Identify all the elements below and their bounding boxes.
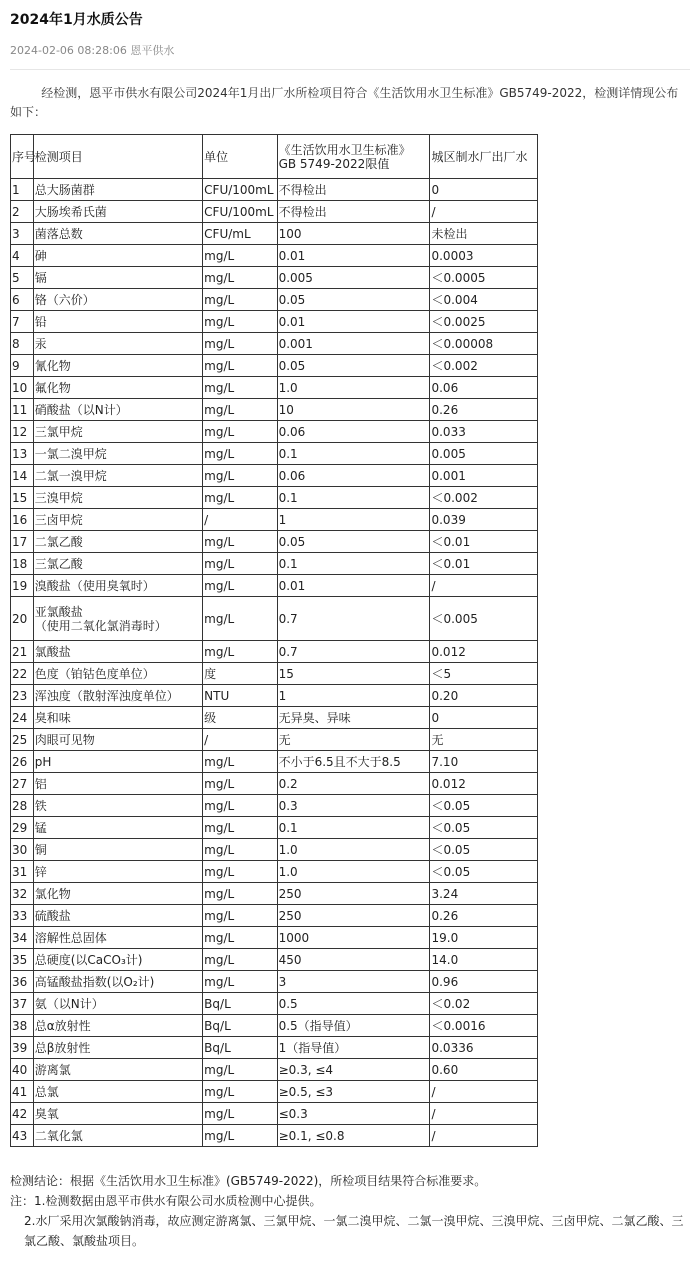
note-1: 注：1.检测数据由恩平市供水有限公司水质检测中心提供。 (10, 1194, 322, 1208)
cell-limit: ≥0.5, ≤3 (277, 1081, 430, 1103)
cell-result: 3.24 (430, 883, 538, 905)
cell-result: ＜0.005 (430, 597, 538, 641)
cell-unit: CFU/100mL (203, 179, 277, 201)
note-2: 2.水厂采用次氯酸钠消毒，故应测定游离氯、三氯甲烷、一氯二溴甲烷、二氯一溴甲烷、三溴甲烷、三卤甲烷、二氯乙酸、三氯乙酸、氯酸盐项目。 (24, 1214, 684, 1248)
table-row (11, 971, 538, 993)
cell-no: 35 (11, 949, 34, 971)
cell-no: 2 (11, 201, 34, 223)
cell-result: / (430, 575, 538, 597)
cell-item: 溴酸盐（使用臭氧时） (33, 575, 202, 597)
cell-item: 总氯 (33, 1081, 202, 1103)
cell-result: ＜0.00008 (430, 333, 538, 355)
cell-no: 37 (11, 993, 34, 1015)
cell-limit: 0.7 (277, 597, 430, 641)
table-row (11, 245, 538, 267)
cell-item: 总大肠菌群 (33, 179, 202, 201)
cell-item: 溶解性总固体 (33, 927, 202, 949)
cell-unit: mg/L (203, 641, 277, 663)
cell-limit: ≥0.1, ≤0.8 (277, 1125, 430, 1147)
cell-unit: mg/L (203, 245, 277, 267)
table-row (11, 685, 538, 707)
cell-item: 三氯乙酸 (33, 553, 202, 575)
cell-unit: NTU (203, 685, 277, 707)
table-row (11, 201, 538, 223)
header-unit: 单位 (203, 135, 277, 179)
cell-no: 4 (11, 245, 34, 267)
table-row (11, 641, 538, 663)
cell-result: 0.012 (430, 641, 538, 663)
cell-result: 0.0336 (430, 1037, 538, 1059)
cell-no: 30 (11, 839, 34, 861)
header-limit-line2: GB 5749-2022限值 (278, 156, 390, 171)
cell-limit: 0.2 (277, 773, 430, 795)
cell-unit: mg/L (203, 597, 277, 641)
table-row (11, 707, 538, 729)
table-row (11, 1037, 538, 1059)
cell-result: 0 (430, 707, 538, 729)
cell-item: 三溴甲烷 (33, 487, 202, 509)
table-row (11, 421, 538, 443)
cell-result: 0.26 (430, 905, 538, 927)
cell-unit: mg/L (203, 971, 277, 993)
cell-result: 0.60 (430, 1059, 538, 1081)
cell-no: 17 (11, 531, 34, 553)
table-row (11, 487, 538, 509)
cell-result: 14.0 (430, 949, 538, 971)
cell-item: 游离氯 (33, 1059, 202, 1081)
cell-result: 未检出 (430, 223, 538, 245)
cell-item: 总α放射性 (33, 1015, 202, 1037)
cell-no: 20 (11, 597, 34, 641)
cell-limit: 1 (277, 509, 430, 531)
cell-limit: 15 (277, 663, 430, 685)
cell-limit: 0.05 (277, 531, 430, 553)
cell-unit: Bq/L (203, 993, 277, 1015)
cell-limit: 0.01 (277, 575, 430, 597)
table-row (11, 663, 538, 685)
cell-no: 18 (11, 553, 34, 575)
cell-unit: 级 (203, 707, 277, 729)
cell-result: ＜0.0025 (430, 311, 538, 333)
cell-item: 高锰酸盐指数(以O₂计) (33, 971, 202, 993)
cell-result: 0.96 (430, 971, 538, 993)
cell-no: 42 (11, 1103, 34, 1125)
cell-limit: 0.5（指导值） (277, 1015, 430, 1037)
cell-item: 氯酸盐 (33, 641, 202, 663)
table-row (11, 289, 538, 311)
cell-limit: 0.001 (277, 333, 430, 355)
header-no: 序号 (11, 135, 34, 179)
cell-item: 三氯甲烷 (33, 421, 202, 443)
table-row (11, 839, 538, 861)
cell-item: 硫酸盐 (33, 905, 202, 927)
cell-unit: mg/L (203, 443, 277, 465)
cell-no: 25 (11, 729, 34, 751)
table-row (11, 905, 538, 927)
table-row (11, 575, 538, 597)
table-row (11, 443, 538, 465)
table-row (11, 179, 538, 201)
cell-no: 24 (11, 707, 34, 729)
cell-item-line1: 亚氯酸盐 (34, 604, 83, 619)
table-row (11, 883, 538, 905)
header-result: 城区制水厂出厂水 (430, 135, 538, 179)
cell-no: 13 (11, 443, 34, 465)
cell-no: 3 (11, 223, 34, 245)
cell-result: ＜0.02 (430, 993, 538, 1015)
cell-item: 铅 (33, 311, 202, 333)
cell-result: / (430, 1103, 538, 1125)
cell-item: 汞 (33, 333, 202, 355)
cell-result: ＜0.002 (430, 487, 538, 509)
water-quality-table (10, 134, 538, 1147)
cell-no: 11 (11, 399, 34, 421)
cell-result: ＜5 (430, 663, 538, 685)
cell-limit: 无 (277, 729, 430, 751)
table-row (11, 1059, 538, 1081)
table-row (11, 751, 538, 773)
cell-item (33, 597, 202, 641)
cell-no: 40 (11, 1059, 34, 1081)
cell-limit: 1.0 (277, 861, 430, 883)
cell-unit: mg/L (203, 861, 277, 883)
cell-unit: mg/L (203, 817, 277, 839)
cell-item: 臭氧 (33, 1103, 202, 1125)
table-row (11, 1125, 538, 1147)
cell-result: 0.06 (430, 377, 538, 399)
cell-unit: mg/L (203, 377, 277, 399)
cell-no: 22 (11, 663, 34, 685)
table-row (11, 949, 538, 971)
cell-no: 10 (11, 377, 34, 399)
table-header-row (11, 135, 538, 179)
cell-no: 21 (11, 641, 34, 663)
cell-limit: 不小于6.5且不大于8.5 (277, 751, 430, 773)
cell-unit: / (203, 509, 277, 531)
cell-limit: 不得检出 (277, 201, 430, 223)
cell-limit: 0.1 (277, 443, 430, 465)
cell-result: 0.001 (430, 465, 538, 487)
cell-no: 27 (11, 773, 34, 795)
cell-unit: mg/L (203, 773, 277, 795)
cell-unit: mg/L (203, 333, 277, 355)
cell-no: 15 (11, 487, 34, 509)
cell-unit: mg/L (203, 289, 277, 311)
header-limit-line1: 《生活饮用水卫生标准》 (278, 142, 411, 157)
table-body (11, 179, 538, 1147)
cell-result: 0 (430, 179, 538, 201)
table-row (11, 377, 538, 399)
cell-item: 三卤甲烷 (33, 509, 202, 531)
header-limit (277, 135, 430, 179)
cell-result: ＜0.05 (430, 817, 538, 839)
cell-item: 锰 (33, 817, 202, 839)
table-row (11, 927, 538, 949)
table-row (11, 553, 538, 575)
cell-limit: 0.05 (277, 289, 430, 311)
cell-unit: mg/L (203, 553, 277, 575)
cell-limit: 0.06 (277, 465, 430, 487)
table-row (11, 223, 538, 245)
cell-result: ＜0.002 (430, 355, 538, 377)
cell-no: 43 (11, 1125, 34, 1147)
table-row (11, 773, 538, 795)
cell-result: 0.0003 (430, 245, 538, 267)
cell-limit: ≥0.3, ≤4 (277, 1059, 430, 1081)
cell-item: 二氧化氯 (33, 1125, 202, 1147)
cell-no: 12 (11, 421, 34, 443)
cell-result: 0.039 (430, 509, 538, 531)
cell-unit: 度 (203, 663, 277, 685)
notes (10, 1171, 690, 1251)
table-row (11, 817, 538, 839)
cell-no: 5 (11, 267, 34, 289)
cell-limit: 1.0 (277, 377, 430, 399)
cell-no: 39 (11, 1037, 34, 1059)
intro-paragraph: 经检测，恩平市供水有限公司2024年1月出厂水所检项目符合《生活饮用水卫生标准》GB5749-2022，检测详情现公布如下： (10, 86, 679, 119)
cell-item: 菌落总数 (33, 223, 202, 245)
header-item: 检测项目 (33, 135, 202, 179)
cell-limit: 0.1 (277, 487, 430, 509)
publish-source: 恩平供水 (130, 44, 175, 57)
cell-unit: Bq/L (203, 1037, 277, 1059)
cell-item: 浑浊度（散射浑浊度单位） (33, 685, 202, 707)
cell-unit: mg/L (203, 1059, 277, 1081)
cell-unit: mg/L (203, 487, 277, 509)
cell-limit: 0.1 (277, 553, 430, 575)
cell-item: 二氯一溴甲烷 (33, 465, 202, 487)
cell-limit: 0.05 (277, 355, 430, 377)
cell-no: 36 (11, 971, 34, 993)
conclusion-text: 检测结论：根据《生活饮用水卫生标准》(GB5749-2022)，所检项目结果符合标准要求。 (10, 1174, 487, 1188)
cell-unit: mg/L (203, 839, 277, 861)
cell-limit: 250 (277, 905, 430, 927)
table-row (11, 729, 538, 751)
cell-unit: mg/L (203, 1081, 277, 1103)
cell-no: 38 (11, 1015, 34, 1037)
cell-unit: mg/L (203, 1125, 277, 1147)
cell-result: ＜0.0005 (430, 267, 538, 289)
cell-no: 23 (11, 685, 34, 707)
cell-unit: mg/L (203, 421, 277, 443)
cell-limit: 不得检出 (277, 179, 430, 201)
cell-unit: mg/L (203, 311, 277, 333)
cell-item-line2: （使用二氧化氯消毒时） (34, 618, 167, 633)
cell-item: 砷 (33, 245, 202, 267)
table-row (11, 267, 538, 289)
cell-item: 肉眼可见物 (33, 729, 202, 751)
cell-limit: 1 (277, 685, 430, 707)
cell-no: 41 (11, 1081, 34, 1103)
cell-item: 色度（铂钴色度单位） (33, 663, 202, 685)
cell-limit: 0.5 (277, 993, 430, 1015)
cell-no: 31 (11, 861, 34, 883)
cell-no: 34 (11, 927, 34, 949)
cell-unit: mg/L (203, 531, 277, 553)
cell-limit: 3 (277, 971, 430, 993)
cell-unit: mg/L (203, 927, 277, 949)
cell-no: 33 (11, 905, 34, 927)
table-row (11, 1103, 538, 1125)
cell-result: 0.033 (430, 421, 538, 443)
page-title: 2024年1月水质公告 (10, 12, 143, 28)
cell-no: 1 (11, 179, 34, 201)
cell-result: / (430, 1081, 538, 1103)
cell-result: 19.0 (430, 927, 538, 949)
cell-result: 0.012 (430, 773, 538, 795)
cell-limit: 0.01 (277, 311, 430, 333)
cell-unit: mg/L (203, 355, 277, 377)
table-row (11, 509, 538, 531)
cell-unit: CFU/mL (203, 223, 277, 245)
cell-limit: 10 (277, 399, 430, 421)
cell-no: 7 (11, 311, 34, 333)
cell-item: 铬（六价） (33, 289, 202, 311)
cell-item: 一氯二溴甲烷 (33, 443, 202, 465)
cell-result: ＜0.004 (430, 289, 538, 311)
cell-unit: mg/L (203, 267, 277, 289)
cell-limit: 450 (277, 949, 430, 971)
table-row (11, 1081, 538, 1103)
table-row (11, 597, 538, 641)
cell-item: pH (33, 751, 202, 773)
table-row (11, 399, 538, 421)
cell-no: 32 (11, 883, 34, 905)
cell-result: 0.26 (430, 399, 538, 421)
cell-result: ＜0.0016 (430, 1015, 538, 1037)
cell-item: 总硬度(以CaCO₃计) (33, 949, 202, 971)
cell-no: 8 (11, 333, 34, 355)
cell-result: ＜0.01 (430, 553, 538, 575)
cell-result: ＜0.01 (430, 531, 538, 553)
cell-result: ＜0.05 (430, 861, 538, 883)
cell-no: 6 (11, 289, 34, 311)
cell-item: 臭和味 (33, 707, 202, 729)
cell-limit: 0.3 (277, 795, 430, 817)
cell-item: 硝酸盐（以N计） (33, 399, 202, 421)
cell-limit: 100 (277, 223, 430, 245)
cell-item: 氯化物 (33, 883, 202, 905)
cell-unit: mg/L (203, 575, 277, 597)
cell-item: 铝 (33, 773, 202, 795)
cell-result: / (430, 1125, 538, 1147)
cell-no: 29 (11, 817, 34, 839)
cell-item: 锌 (33, 861, 202, 883)
table-row (11, 993, 538, 1015)
cell-result: / (430, 201, 538, 223)
table-row (11, 465, 538, 487)
cell-unit: mg/L (203, 1103, 277, 1125)
cell-limit: 1000 (277, 927, 430, 949)
cell-item: 铁 (33, 795, 202, 817)
table-row (11, 861, 538, 883)
cell-limit: 1（指导值） (277, 1037, 430, 1059)
cell-limit: 无异臭、异味 (277, 707, 430, 729)
cell-unit: mg/L (203, 949, 277, 971)
cell-item: 氨（以N计） (33, 993, 202, 1015)
cell-result: 0.005 (430, 443, 538, 465)
cell-result: ＜0.05 (430, 795, 538, 817)
cell-no: 28 (11, 795, 34, 817)
cell-item: 大肠埃希氏菌 (33, 201, 202, 223)
cell-limit: 0.7 (277, 641, 430, 663)
cell-unit: mg/L (203, 883, 277, 905)
table-row (11, 355, 538, 377)
cell-no: 16 (11, 509, 34, 531)
cell-limit: 0.06 (277, 421, 430, 443)
cell-no: 14 (11, 465, 34, 487)
cell-unit: / (203, 729, 277, 751)
cell-limit: 0.1 (277, 817, 430, 839)
cell-item: 总β放射性 (33, 1037, 202, 1059)
table-row (11, 311, 538, 333)
cell-limit: 0.005 (277, 267, 430, 289)
cell-item: 镉 (33, 267, 202, 289)
divider (10, 69, 690, 70)
cell-limit: 250 (277, 883, 430, 905)
table-row (11, 795, 538, 817)
cell-unit: mg/L (203, 751, 277, 773)
cell-unit: Bq/L (203, 1015, 277, 1037)
cell-item: 二氯乙酸 (33, 531, 202, 553)
cell-unit: mg/L (203, 795, 277, 817)
cell-unit: mg/L (203, 465, 277, 487)
table-row (11, 333, 538, 355)
article-meta (10, 44, 690, 58)
cell-limit: 0.01 (277, 245, 430, 267)
cell-no: 9 (11, 355, 34, 377)
cell-result: ＜0.05 (430, 839, 538, 861)
table-row (11, 531, 538, 553)
cell-no: 26 (11, 751, 34, 773)
cell-no: 19 (11, 575, 34, 597)
cell-limit: 1.0 (277, 839, 430, 861)
cell-limit: ≤0.3 (277, 1103, 430, 1125)
cell-result: 无 (430, 729, 538, 751)
cell-result: 7.10 (430, 751, 538, 773)
cell-item: 铜 (33, 839, 202, 861)
cell-item: 氰化物 (33, 355, 202, 377)
table-row (11, 1015, 538, 1037)
cell-result: 0.20 (430, 685, 538, 707)
cell-unit: CFU/100mL (203, 201, 277, 223)
publish-datetime: 2024-02-06 08:28:06 (10, 44, 127, 57)
cell-unit: mg/L (203, 399, 277, 421)
cell-item: 氟化物 (33, 377, 202, 399)
cell-unit: mg/L (203, 905, 277, 927)
